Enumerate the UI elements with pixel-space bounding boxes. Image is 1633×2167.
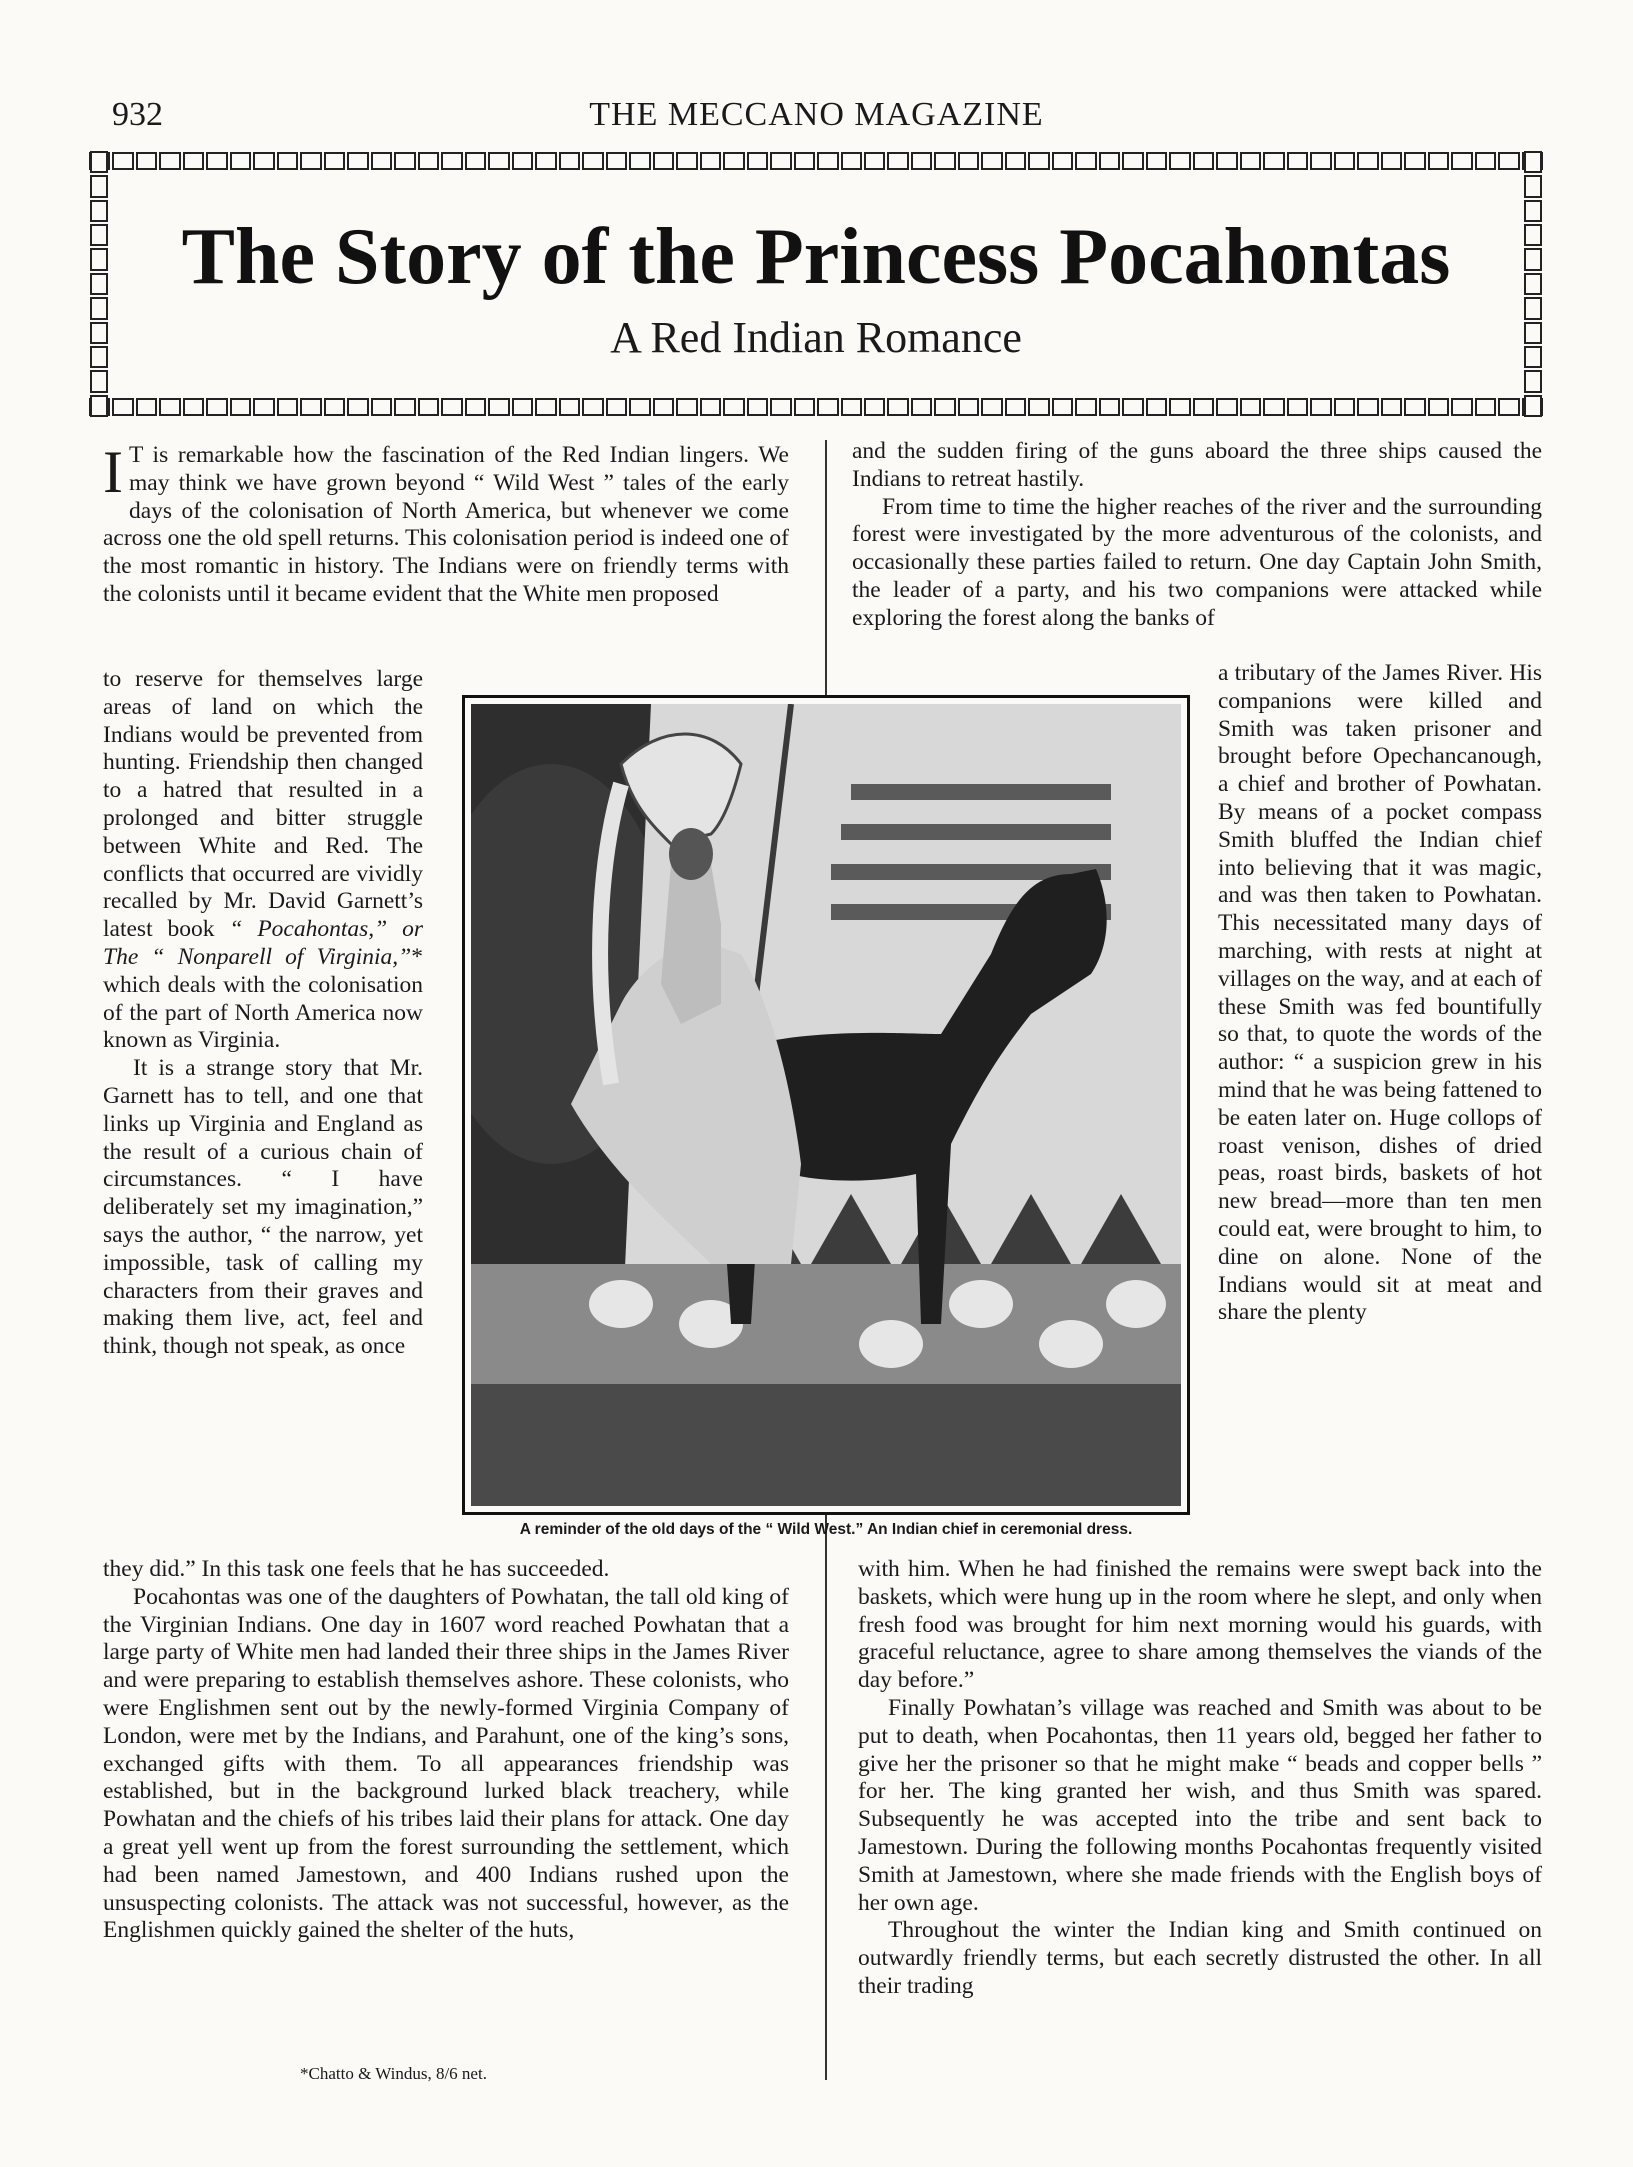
border-square (747, 152, 768, 170)
paragraph: with him. When he had finished the remains were swept back into the baskets, which were hung up in the room where he slept, and only when fresh food was brought for him next morning would his guards, with graceful reluctance, agree to share among themselves the viands of the day before.” (858, 1556, 1542, 1694)
left-column-top (103, 439, 789, 609)
border-square (324, 398, 345, 416)
border-square (253, 152, 274, 170)
border-square (1524, 395, 1542, 417)
paragraph: Throughout the winter the Indian king and Smith continued on outwardly friendly terms, but each secretly distrusted the other. In all their trading (858, 1917, 1542, 1999)
border-square (277, 152, 298, 170)
border-square (1334, 152, 1355, 170)
border-square (1240, 398, 1261, 416)
border-square (300, 152, 321, 170)
border-square (1005, 398, 1026, 416)
border-square (1075, 398, 1096, 416)
border-square (159, 398, 180, 416)
drop-cap: I (103, 439, 123, 505)
border-square (1334, 398, 1355, 416)
border-square (653, 398, 674, 416)
border-square (347, 398, 368, 416)
border-square (1381, 152, 1402, 170)
border-square (183, 398, 204, 416)
article-title: The Story of the Princess Pocahontas (181, 213, 1451, 301)
border-square (1216, 398, 1237, 416)
border-square (958, 152, 979, 170)
decorative-border-bottom (88, 396, 1544, 418)
paragraph: Pocahontas was one of the daughters of Powhatan, the tall old king of the Virginian Indians. One day in 1607 word reached Powhatan that a large party of White men had landed their three ships in the James River and were preparing to establish themselves ashore. These colonists, who were Englishmen sent out by the newly-formed Virginia Company of London, were met by the Indians, and Parahunt, one of the king’s sons, exchanged gifts with them. To all appearances friendship was established, but in the background lurked black treachery, while Powhatan and the chiefs of his tribes laid their plans for attack. One day a great yell went up from the forest surrounding the settlement, which had been named Jamestown, and 400 Indians rushed upon the unsuspecting colonists. The attack was not successful, however, as the Englishmen quickly gained the shelter of the huts, (103, 1583, 789, 1944)
footnote: *Chatto & Windus, 8/6 net. (300, 2064, 487, 2083)
border-square (934, 398, 955, 416)
paragraph-text: * which deals with the colonisation of the part of North America now known as Virginia. (103, 943, 423, 1054)
article-subtitle: A Red Indian Romance (610, 313, 1022, 362)
border-square (300, 398, 321, 416)
left-column-bottom (103, 1556, 789, 1945)
border-square (465, 398, 486, 416)
border-square (700, 398, 721, 416)
border-square (817, 152, 838, 170)
border-square (887, 152, 908, 170)
border-square (1287, 152, 1308, 170)
border-square (1475, 398, 1496, 416)
right-column-bottom (858, 1556, 1542, 2001)
paragraph: Finally Powhatan’s village was reached and Smith was about to be put to death, when Pocahontas, then 11 years old, begged her father to give her the prisoner so that he might make “ beads and copper bells ” for her. The king granted her wish, and thus Smith was spared. Subsequently he was accepted into the tribe and sent back to Jamestown. During the following months Pocahontas frequently visited Smith at Jamestown, where she made friends with the English boys of her own age. (858, 1694, 1542, 1916)
right-column-top (852, 438, 1542, 633)
border-square (441, 152, 462, 170)
border-square (1169, 398, 1190, 416)
title-box (88, 150, 1544, 418)
border-square (136, 152, 157, 170)
book-title: “ Pocahontas,” or The “ Nonparell of Virginia,” (103, 916, 424, 970)
paragraph: It is a strange story that Mr. Garnett has to tell, and one that links up Virginia and England as the result of a curious chain of circumstances. “ I have deliberately set my imagination,” says the author, “ the narrow, yet impossible, task of calling my characters from their graves and making them live, act, feel and think, though not speak, as once (103, 1055, 423, 1360)
border-square (90, 370, 108, 392)
border-square (512, 398, 533, 416)
border-square (206, 152, 227, 170)
border-square (1099, 152, 1120, 170)
border-square (887, 398, 908, 416)
border-square (535, 152, 556, 170)
border-square (1287, 398, 1308, 416)
border-square (253, 398, 274, 416)
border-square (1357, 152, 1378, 170)
border-square (1263, 398, 1284, 416)
border-square (159, 152, 180, 170)
border-square (958, 398, 979, 416)
border-square (230, 398, 251, 416)
decorative-border-top (88, 150, 1544, 172)
magazine-title: THE MECCANO MAGAZINE (589, 96, 1044, 133)
border-square (981, 398, 1002, 416)
border-square (1193, 398, 1214, 416)
border-square (676, 398, 697, 416)
border-square (371, 152, 392, 170)
border-square (1146, 398, 1167, 416)
border-square (488, 398, 509, 416)
paragraph: and the sudden firing of the guns aboard the three ships caused the Indians to retreat hastily. (852, 438, 1542, 492)
paragraph (103, 439, 789, 609)
photo-caption: A reminder of the old days of the “ Wild West.” An Indian chief in ceremonial dress. (519, 1521, 1133, 1538)
right-column-narrow (1218, 660, 1542, 1327)
border-square (606, 152, 627, 170)
border-square (136, 398, 157, 416)
border-square (770, 398, 791, 416)
border-square (230, 152, 251, 170)
left-column-narrow (103, 666, 423, 1361)
border-square (1381, 398, 1402, 416)
photograph (462, 695, 1190, 1515)
border-square (1357, 398, 1378, 416)
running-head (0, 96, 1633, 140)
border-square (112, 152, 133, 170)
border-square (1428, 152, 1449, 170)
border-square (629, 398, 650, 416)
border-square (277, 398, 298, 416)
border-square (1524, 370, 1542, 392)
border-square (1028, 398, 1049, 416)
border-square (629, 152, 650, 170)
border-square (1498, 152, 1519, 170)
border-square (700, 152, 721, 170)
border-square (582, 398, 603, 416)
border-square (1475, 152, 1496, 170)
border-square (770, 152, 791, 170)
border-square (1146, 152, 1167, 170)
paragraph-text: T is remarkable how the fascination of the Red Indian lingers. We may think we have grown beyond “ Wild West ” tales of the early days of the colonisation of North America, but whenever we come across one the old spell returns. This colonisation period is indeed one of the most romantic in history. The Indians were on friendly terms with the colonists until it became evident that the White men proposed (103, 442, 789, 607)
border-square (1451, 152, 1472, 170)
border-square (1052, 152, 1073, 170)
border-square (90, 395, 108, 417)
border-square (1122, 152, 1143, 170)
border-square (90, 175, 108, 197)
border-square (747, 398, 768, 416)
border-square (1524, 175, 1542, 197)
border-square (535, 398, 556, 416)
paragraph-text: to reserve for themselves large areas of land on which the Indians would be prevented from hunting. Friendship then changed to a hatred that resulted in a prolonged and bitter struggle between White and Red. The conflicts that occurred are vividly recalled by Mr. David Garnett’s latest book (103, 666, 423, 943)
border-square (1216, 152, 1237, 170)
border-square (676, 152, 697, 170)
border-square (911, 152, 932, 170)
border-square (1310, 398, 1331, 416)
border-square (1052, 398, 1073, 416)
border-square (1169, 152, 1190, 170)
border-square (465, 152, 486, 170)
border-square (347, 152, 368, 170)
border-square (1240, 152, 1261, 170)
border-square (324, 152, 345, 170)
border-square (817, 398, 838, 416)
border-square (841, 398, 862, 416)
border-square (90, 151, 108, 173)
border-square (1498, 398, 1519, 416)
border-square (1099, 398, 1120, 416)
border-square (841, 152, 862, 170)
border-square (1122, 398, 1143, 416)
border-square (653, 152, 674, 170)
border-square (934, 152, 955, 170)
border-square (1428, 398, 1449, 416)
border-square (1451, 398, 1472, 416)
border-square (1310, 152, 1331, 170)
border-square (1075, 152, 1096, 170)
border-square (794, 398, 815, 416)
border-square (1028, 152, 1049, 170)
border-square (183, 152, 204, 170)
border-square (582, 152, 603, 170)
page-number: 932 (112, 96, 163, 133)
border-square (559, 152, 580, 170)
border-square (864, 152, 885, 170)
paragraph: a tributary of the James River. His companions were killed and Smith was taken prisoner and brought before Opechancanough, a chief and brother of Powhatan. By means of a pocket compass Smith bluffed the Indian chief into believing that it was magic, and was then taken to Powhatan. This necessitated many days of marching, with rests at night at villages on the way, and at each of these Smith was fed bountifully so that, to quote the words of the author: “ a suspicion grew in his mind that he was being fattened to be eaten later on. Huge collops of roast venison, dishes of dried peas, roast birds, baskets of hot new bread—more than ten men could eat, were brought to him, to dine on alone. None of the Indians would sit at meat and share the plenty (1218, 660, 1542, 1326)
paragraph: From time to time the higher reaches of the river and the surrounding forest were investigated by the more adventurous of the colonists, and occasionally these parties failed to return. One day Captain John Smith, the leader of a party, and his two companions were attacked while exploring the forest along the banks of (852, 493, 1542, 631)
indian-chief-on-horse-photo (471, 704, 1181, 1506)
border-square (981, 152, 1002, 170)
border-square (1263, 152, 1284, 170)
border-square (418, 152, 439, 170)
border-square (371, 398, 392, 416)
border-square (723, 398, 744, 416)
border-square (112, 398, 133, 416)
border-square (1005, 152, 1026, 170)
border-square (394, 152, 415, 170)
border-square (418, 398, 439, 416)
border-square (911, 398, 932, 416)
border-square (1524, 151, 1542, 173)
border-square (512, 152, 533, 170)
border-square (794, 152, 815, 170)
border-square (441, 398, 462, 416)
border-square (864, 398, 885, 416)
paragraph (103, 666, 423, 1055)
border-square (488, 152, 509, 170)
border-square (394, 398, 415, 416)
border-square (606, 398, 627, 416)
border-square (1404, 398, 1425, 416)
border-square (559, 398, 580, 416)
border-square (723, 152, 744, 170)
paragraph: they did.” In this task one feels that he has succeeded. (103, 1556, 610, 1582)
border-square (206, 398, 227, 416)
border-square (1193, 152, 1214, 170)
border-square (1404, 152, 1425, 170)
